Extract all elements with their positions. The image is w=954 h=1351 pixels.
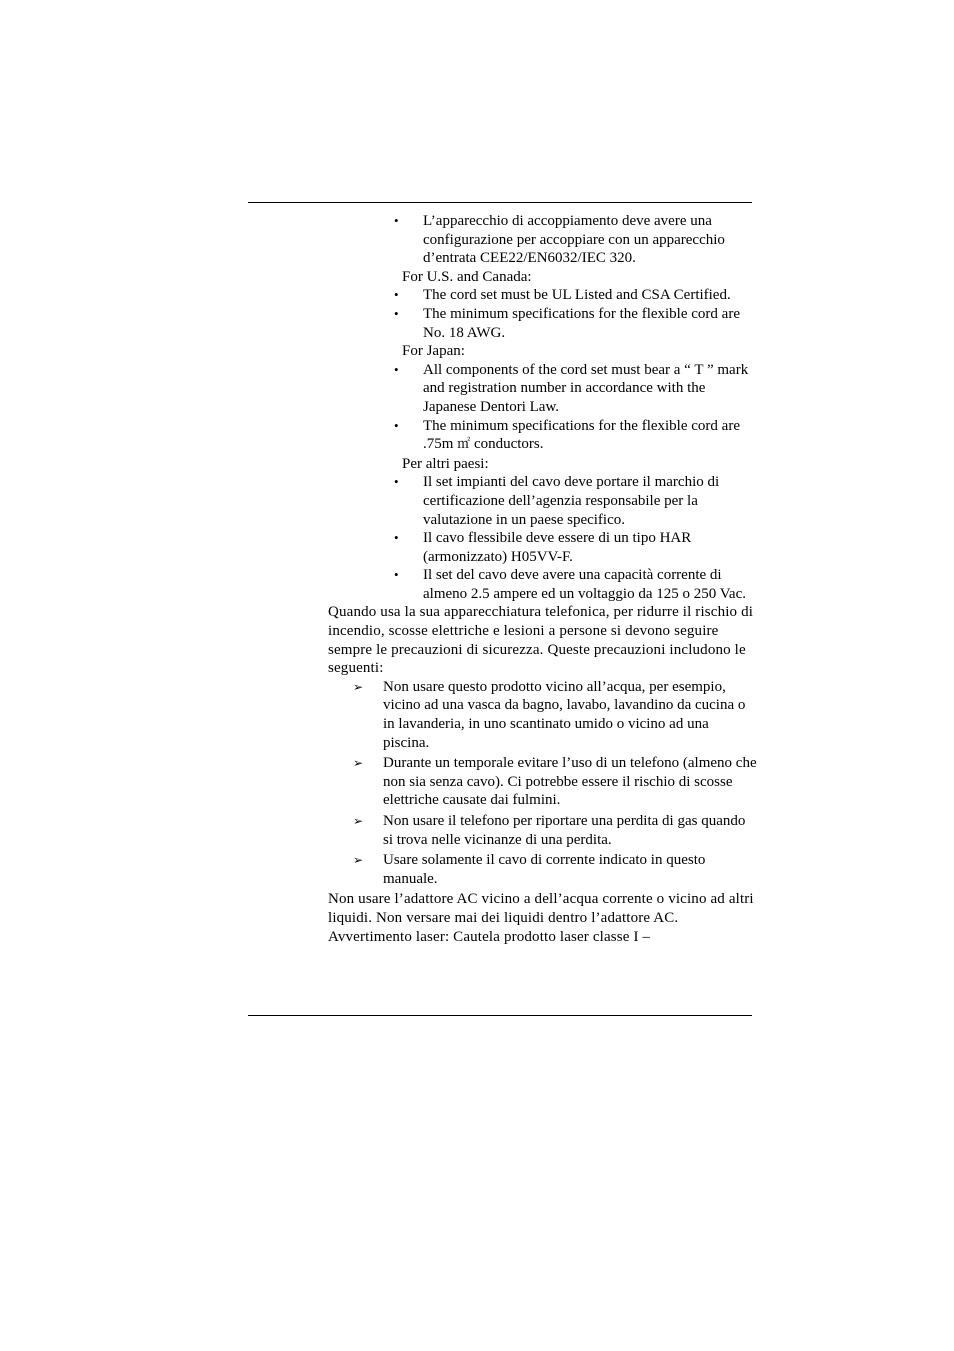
arrow-bullet-icon: ➢ <box>353 853 364 868</box>
other-countries-bullet-list <box>328 473 758 603</box>
bottom-divider <box>248 1015 752 1016</box>
bullet-icon: • <box>394 287 399 303</box>
us-canada-bullet-list <box>328 286 758 342</box>
us-canada-heading: For U.S. and Canada: <box>402 268 532 285</box>
coupler-requirement-text: L’apparecchio di accoppiamento deve avere una configurazione per accoppiare con un apparecchio d’entrata CEE22/EN6032/IEC 320. <box>423 213 725 267</box>
list-item <box>353 678 758 752</box>
power-cord-precaution-text: Usare solamente il cavo di corrente indicato in questo manuale. <box>383 852 706 887</box>
japan-heading: For Japan: <box>402 343 465 360</box>
coupler-bullet-list <box>328 212 758 268</box>
arrow-bullet-icon: ➢ <box>353 679 364 694</box>
bullet-icon: • <box>394 474 399 490</box>
other-countries-heading: Per altri paesi: <box>402 455 489 472</box>
other-certification-text: Il set impianti del cavo deve portare il marchio di certificazione dell’agenzia responsabile per la valutazione in un paese specifico. <box>423 474 720 528</box>
water-precaution-text: Non usare questo prodotto vicino all’acqua, per esempio, vicino ad una vasca da bagno, lavabo, lavandino da cucina o in lavanderia, in uno scantinato umido o vicino ad una piscina. <box>383 678 746 751</box>
japan-cord-spec-suffix: conductors. <box>473 436 544 453</box>
list-item <box>394 417 758 455</box>
page-content <box>328 212 758 946</box>
top-divider <box>248 202 752 203</box>
gas-leak-precaution-text: Non usare il telefono per riportare una perdita di gas quando si trova nelle vicinanze di una perdita. <box>383 813 746 848</box>
list-item <box>353 754 758 810</box>
storm-precaution-text: Durante un temporale evitare l’uso di un telefono (almeno che non sia senza cavo). Ci potrebbe essere il rischio di scosse elettriche causate dai fulmini. <box>383 755 757 809</box>
other-current-rating-text: Il set del cavo deve avere una capacità corrente di almeno 2.5 ampere ed un voltaggio da 125 o 250 Vac. <box>423 567 746 602</box>
arrow-bullet-icon: ➢ <box>353 814 364 828</box>
us-cord-set-text: The cord set must be UL Listed and CSA Certified. <box>423 287 731 304</box>
other-cable-type-text: Il cavo flessibile deve essere di un tipo HAR (armonizzato) H05VV-F. <box>423 530 692 565</box>
adapter-warning-paragraph: Non usare l’adattore AC vicino a dell’acqua corrente o vicino ad altri liquidi. Non versare mai dei liquidi dentro l’adattore AC. <box>328 891 754 926</box>
list-item <box>394 305 758 342</box>
list-item <box>353 812 758 849</box>
bullet-icon: • <box>394 305 399 321</box>
square-meter-unit: ㎡ <box>457 437 471 453</box>
list-item <box>394 361 758 417</box>
bullet-icon: • <box>394 530 399 546</box>
safety-intro-paragraph: Quando usa la sua apparecchiatura telefonica, per ridurre il rischio di incendio, scosse elettriche e lesioni a persone si devono seguire sempre le precauzioni di sicurezza. Queste precauzioni includono le seguenti: <box>328 604 754 677</box>
safety-precautions-list <box>328 678 758 889</box>
bullet-icon: • <box>394 417 399 433</box>
arrow-bullet-icon: ➢ <box>353 756 364 771</box>
laser-warning-paragraph: Avvertimento laser: Cautela prodotto laser classe I – <box>328 928 651 945</box>
bullet-icon: • <box>394 567 399 583</box>
bullet-icon: • <box>394 213 399 228</box>
list-item <box>394 212 758 268</box>
list-item <box>394 286 758 305</box>
list-item <box>394 473 758 529</box>
us-cord-spec-text: The minimum specifications for the flexible cord are No. 18 AWG. <box>423 305 740 341</box>
list-item <box>353 851 758 888</box>
japan-cord-spec-text: The minimum specifications for the flexible cord are .75m <box>423 417 740 453</box>
list-item <box>394 566 758 603</box>
japan-bullet-list <box>328 361 758 455</box>
bullet-icon: • <box>394 361 399 377</box>
list-item <box>394 529 758 566</box>
japan-components-text: All components of the cord set must bear a “ T ” mark and registration number in accordance with the Japanese Dentori Law. <box>423 361 749 415</box>
